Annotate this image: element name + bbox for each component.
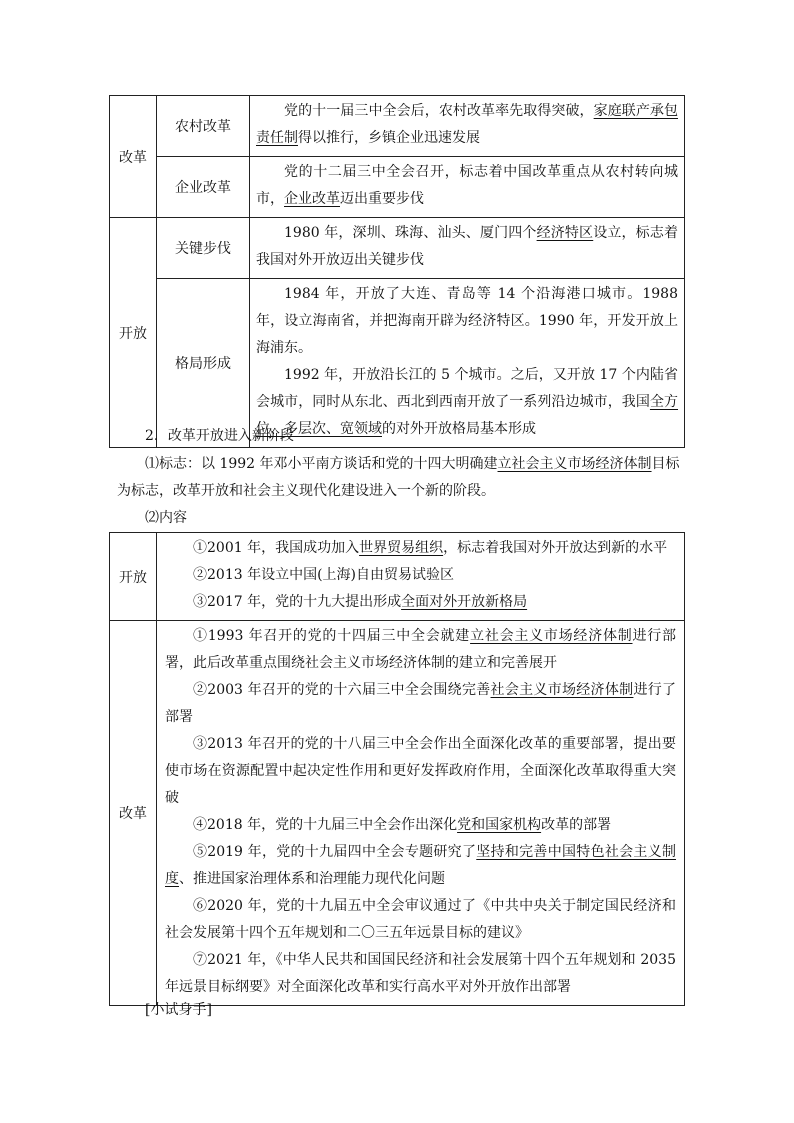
practice-label: [小试身手] — [145, 1002, 212, 1018]
category-gaige-2: 改革 — [110, 621, 157, 1006]
reform-items — [157, 621, 685, 1006]
reform-item: ⑤2019 年，党的十九届四中全会专题研究了坚持和完善中国特色社会主义制度、推进国家治理体系和治理能力现代化问题 — [165, 844, 677, 887]
sign-paragraph: ⑴标志：以 1992 年邓小平南方谈话和党的十四大明确建立社会主义市场经济体制目标为标志，改革开放和社会主义现代化建设进入一个新的阶段。 — [117, 456, 680, 499]
row-label-enterprise-reform: 企业改革 — [157, 157, 250, 218]
category-kaifang-2: 开放 — [110, 533, 157, 621]
reform-item: ③2013 年召开的党的十八届三中全会作出全面深化改革的重要部署，提出要使市场在资源配置中起决定性作用和更好发挥政府作用，全面深化改革取得重大突破 — [165, 736, 676, 806]
opening-item: ③2017 年，党的十九大提出形成全面对外开放新格局 — [193, 594, 528, 610]
rural-reform-content: 党的十一届三中全会后，农村改革率先取得突破，家庭联产承包责任制得以推行，乡镇企业迅速发展 — [250, 96, 685, 157]
category-kaifang: 开放 — [110, 218, 157, 448]
section-heading: 2．改革开放进入新阶段 — [145, 428, 294, 444]
enterprise-reform-content: 党的十二届三中全会召开，标志着中国改革重点从农村转向城市，企业改革迈出重要步伐 — [250, 157, 685, 218]
opening-item: ②2013 年设立中国(上海)自由贸易试验区 — [193, 567, 455, 583]
reform-item: ②2003 年召开的党的十六届三中全会围绕完善社会主义市场经济体制进行了部署 — [165, 682, 677, 725]
reform-opening-table — [109, 95, 685, 448]
category-gaige: 改革 — [110, 96, 157, 218]
pattern-content: 1984 年，开放了大连、青岛等 14 个沿海港口城市。1988 年，设立海南省，并把海南开辟为经济特区。1990 年，开发开放上海浦东。 1992 年，开放沿长江的 5 个城市。之后，又开放 17 个内陆省会城市，同时从东北、西北到西南开放了一系列沿边城市，我国全方位、多层次、宽领域的对外开放格局基本形成 — [250, 279, 685, 448]
reform-item: ①1993 年召开的党的十四届三中全会就建立社会主义市场经济体制进行部署，此后改革重点围绕社会主义市场经济体制的建立和完善展开 — [165, 628, 677, 671]
key-step-content: 1980 年，深圳、珠海、汕头、厦门四个经济特区设立，标志着我国对外开放迈出关键步伐 — [250, 218, 685, 279]
opening-item: ①2001 年，我国成功加入世界贸易组织，标志着我国对外开放达到新的水平 — [193, 540, 668, 556]
reform-item: ④2018 年，党的十九届三中全会作出深化党和国家机构改革的部署 — [193, 817, 612, 833]
row-label-key-step: 关键步伐 — [157, 218, 250, 279]
row-label-rural-reform: 农村改革 — [157, 96, 250, 157]
content-label: ⑵内容 — [145, 510, 187, 526]
reform-item: ⑦2021 年，《中华人民共和国国民经济和社会发展第十四个五年规划和 2035 年远景目标纲要》对全面深化改革和实行高水平对外开放作出部署 — [165, 952, 676, 995]
reform-item: ⑥2020 年，党的十九届五中全会审议通过了《中共中央关于制定国民经济和社会发展第十四个五年规划和二〇三五年远景目标的建议》 — [165, 898, 676, 941]
opening-items — [157, 533, 685, 621]
row-label-pattern: 格局形成 — [157, 279, 250, 448]
new-stage-table — [109, 532, 685, 1006]
